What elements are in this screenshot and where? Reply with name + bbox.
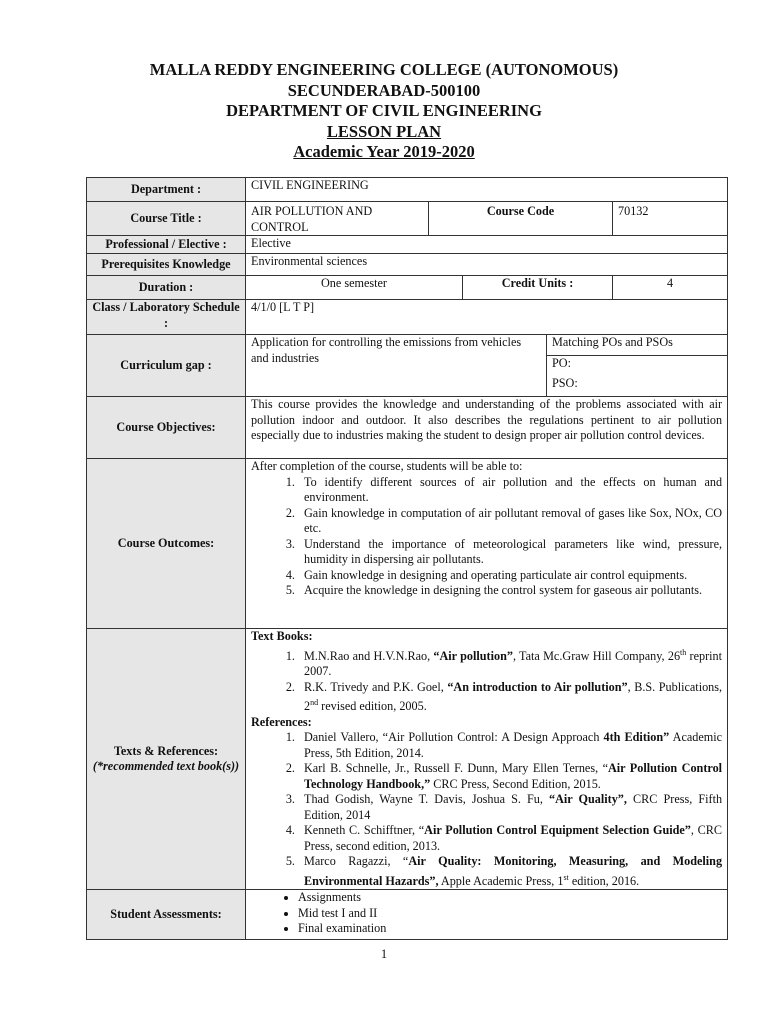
- curriculum-gap-label: Curriculum gap :: [87, 335, 246, 397]
- outcome-item: 1. To identify different sources of air pollution and the effects on human and environment.: [298, 475, 722, 506]
- assessment-item: • Assignments: [298, 890, 722, 906]
- course-code-label: Course Code: [429, 202, 613, 236]
- row-professional-elective: [87, 236, 728, 254]
- prerequisites-label: Prerequisites Knowledge: [87, 254, 246, 276]
- row-prerequisites: [87, 254, 728, 276]
- outcome-item: 4. Gain knowledge in designing and operating particulate air control equipments.: [298, 568, 722, 584]
- student-assessments-value: [246, 890, 728, 940]
- department-value: CIVIL ENGINEERING: [246, 178, 728, 202]
- row-duration: [87, 276, 728, 300]
- course-title-value: AIR POLLUTION AND CONTROL: [246, 202, 429, 236]
- course-objectives-value: This course provides the knowledge and understanding of the problems associated with air pollution indoor and outdoor. It also describes the regulations pertinent to air pollution especially due to industries making the student to design proper air pollution control devices.: [246, 397, 728, 459]
- assessment-item: • Mid test I and II: [298, 906, 722, 922]
- credit-units-label: Credit Units :: [463, 276, 613, 300]
- reference-item: 4. Kenneth C. Schifftner, “Air Pollution Control Equipment Selection Guide”, CRC Press, second edition, 2013.: [298, 823, 722, 854]
- row-department: [87, 178, 728, 202]
- student-assessments-label: Student Assessments:: [87, 890, 246, 940]
- reference-item: 3. Thad Godish, Wayne T. Davis, Joshua S. Fu, “Air Quality”, CRC Press, Fifth Edition, 2014: [298, 792, 722, 823]
- row-texts-references: [87, 629, 728, 890]
- row-curriculum-gap: [87, 335, 728, 397]
- pos-psos-cell: [547, 335, 728, 397]
- textbooks-list: [251, 645, 722, 715]
- duration-label: Duration :: [87, 276, 246, 300]
- course-code-value: 70132: [613, 202, 728, 236]
- textbook-item: 1. M.N.Rao and H.V.N.Rao, “Air pollution”, Tata Mc.Graw Hill Company, 26th reprint 2007.: [298, 645, 722, 680]
- page-number: 1: [380, 947, 388, 961]
- reference-item: 1. Daniel Vallero, “Air Pollution Control: A Design Approach 4th Edition” Academic Press, 5th Edition, 2014.: [298, 730, 722, 761]
- department-label: Department :: [87, 178, 246, 202]
- row-course-objectives: [87, 397, 728, 459]
- outcomes-list: [251, 475, 722, 599]
- college-name: MALLA REDDY ENGINEERING COLLEGE (AUTONOMOUS): [149, 60, 619, 79]
- matching-pos-label: Matching POs and PSOs: [547, 335, 727, 356]
- textbook-item: 2. R.K. Trivedy and P.K. Goel, “An introduction to Air pollution”, B.S. Publications, 2nd revised edition, 2005.: [298, 680, 722, 715]
- row-student-assessments: [87, 890, 728, 940]
- credit-units-value: 4: [613, 276, 728, 300]
- duration-value: One semester: [246, 276, 463, 300]
- doc-title: LESSON PLAN: [326, 121, 442, 141]
- row-course-title: [87, 202, 728, 236]
- professional-elective-label: Professional / Elective :: [87, 236, 246, 254]
- assessment-item: • Final examination: [298, 921, 722, 937]
- row-class-schedule: [87, 300, 728, 335]
- texts-references-title: Texts & References:: [113, 743, 219, 758]
- texts-references-label: [87, 629, 246, 890]
- reference-item: 5. Marco Ragazzi, “Air Quality: Monitoring, Measuring, and Modeling Environmental Hazards”, Apple Academic Press, 1st edition, 2016.: [298, 854, 722, 889]
- academic-year: Academic Year 2019-2020: [293, 142, 475, 161]
- class-schedule-label: Class / Laboratory Schedule :: [87, 300, 246, 335]
- department-heading: DEPARTMENT OF CIVIL ENGINEERING: [226, 101, 542, 120]
- outcomes-intro: After completion of the course, students will be able to:: [251, 459, 523, 473]
- pso-label: PSO:: [552, 376, 578, 390]
- course-title-label: Course Title :: [87, 202, 246, 236]
- references-heading: References:: [251, 714, 312, 729]
- document-header: [0, 60, 768, 163]
- prerequisites-value: Environmental sciences: [246, 254, 728, 276]
- row-course-outcomes: [87, 459, 728, 629]
- reference-item: 2. Karl B. Schnelle, Jr., Russell F. Dunn, Mary Ellen Ternes, “Air Pollution Control Technology Handbook,” CRC Press, Second Edition, 2015.: [298, 761, 722, 792]
- professional-elective-value: Elective: [246, 236, 728, 254]
- outcome-item: 3. Understand the importance of meteorological parameters like wind, pressure, humidity in dispersing air pollutants.: [298, 537, 722, 568]
- college-city: SECUNDERABAD-500100: [287, 80, 481, 100]
- assessments-list: [251, 890, 722, 937]
- course-outcomes-value: [246, 459, 728, 629]
- course-objectives-label: Course Objectives:: [87, 397, 246, 459]
- outcome-item: 2. Gain knowledge in computation of air pollutant removal of gases like Sox, NOx, CO etc.: [298, 506, 722, 537]
- recommended-note: (*recommended text book(s)): [92, 759, 240, 774]
- references-list: [251, 730, 722, 889]
- outcome-item: 5. Acquire the knowledge in designing the control system for gaseous air pollutants.: [298, 583, 722, 599]
- texts-references-value: [246, 629, 728, 890]
- po-label: PO:: [552, 356, 571, 370]
- class-schedule-value: 4/1/0 [L T P]: [246, 300, 728, 335]
- textbooks-heading: Text Books:: [251, 629, 313, 643]
- course-outcomes-label: Course Outcomes:: [87, 459, 246, 629]
- curriculum-gap-value: Application for controlling the emissions from vehicles and industries: [246, 335, 547, 397]
- lesson-plan-table: [86, 177, 728, 940]
